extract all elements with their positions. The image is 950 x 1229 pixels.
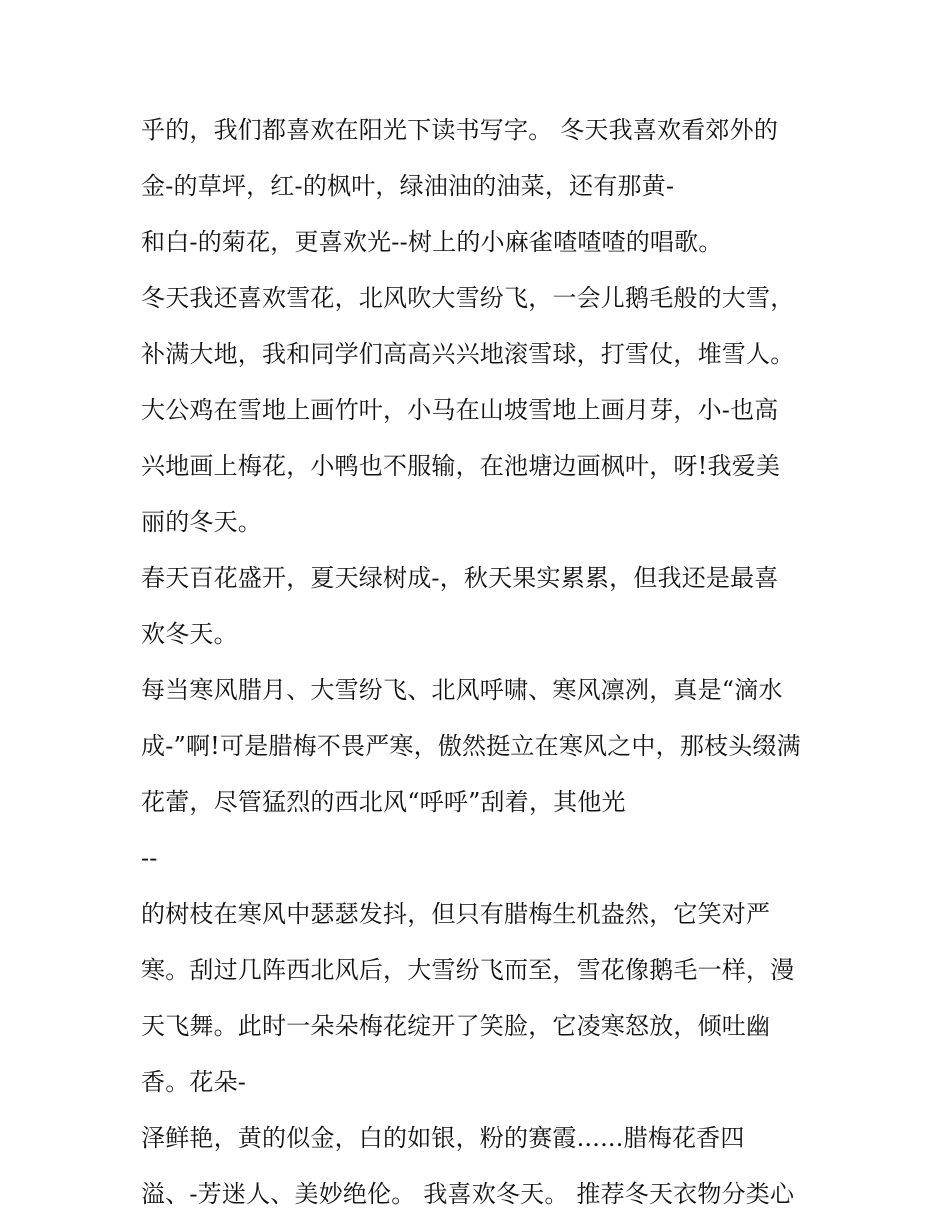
- body-text: [141, 108, 821, 1228]
- text-line: 欢冬天。: [141, 620, 238, 648]
- text-line: 和白-的菊花，更喜欢光--树上的小麻雀喳喳喳的唱歌。: [141, 228, 723, 256]
- text-line: 成-”啊!可是腊梅不畏严寒，傲然挺立在寒风之中，那枝头缀满: [141, 732, 801, 760]
- text-line: 补满大地，我和同学们高高兴兴地滚雪球，打雪仗，堆雪人。: [141, 340, 795, 368]
- text-line: 寒。刮过几阵西北风后，大雪纷飞而至，雪花像鹅毛一样，漫: [141, 956, 795, 984]
- text-line: 花蕾，尽管猛烈的西北风“呼呼”刮着，其他光: [141, 788, 626, 816]
- text-line: 溢、-芳迷人、美妙绝伦。 我喜欢冬天。 推荐冬天衣物分类心: [141, 1180, 795, 1208]
- text-line: 冬天我还喜欢雪花，北风吹大雪纷飞，一会儿鹅毛般的大雪，: [141, 284, 795, 312]
- text-line: 乎的，我们都喜欢在阳光下读书写字。 冬天我喜欢看郊外的: [141, 116, 779, 144]
- text-line: --: [141, 844, 158, 872]
- text-line: 春天百花盛开，夏天绿树成-，秋天果实累累，但我还是最喜: [141, 564, 779, 592]
- text-line: 每当寒风腊月、大雪纷飞、北风呼啸、寒风凛冽，真是“滴水: [141, 676, 783, 704]
- text-line: 的树枝在寒风中瑟瑟发抖，但只有腊梅生机盎然，它笑对严: [141, 900, 771, 928]
- text-line: 兴地画上梅花，小鸭也不服输，在池塘边画枫叶，呀!我爱美: [141, 452, 781, 480]
- text-line: 天飞舞。此时一朵朵梅花绽开了笑脸，它凌寒怒放，倾吐幽: [141, 1012, 771, 1040]
- text-line: 丽的冬天。: [141, 508, 262, 536]
- text-line: 香。花朵-: [141, 1068, 247, 1096]
- text-line: 泽鲜艳，黄的似金，白的如银，粉的赛霞......腊梅花香四: [141, 1124, 745, 1152]
- text-line: 大公鸡在雪地上画竹叶，小马在山坡雪地上画月芽，小-也高: [141, 396, 779, 424]
- text-line: 金-的草坪，红-的枫叶，绿油油的油菜，还有那黄-: [141, 172, 675, 200]
